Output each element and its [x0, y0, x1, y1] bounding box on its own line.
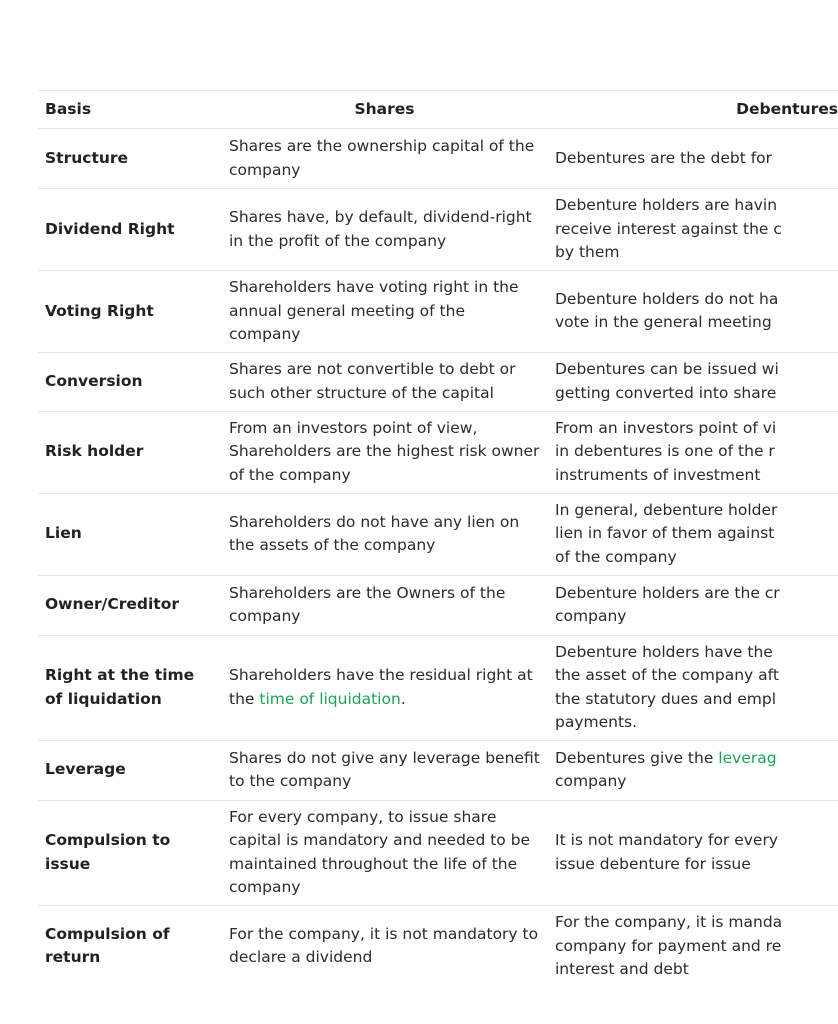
text-line: issue debenture for issue: [555, 854, 751, 873]
text-line: the profit of the company: [248, 231, 447, 250]
table-row: [38, 800, 838, 905]
row-shares: [222, 635, 548, 740]
row-basis: Conversion: [38, 352, 222, 411]
text-line: company: [229, 607, 301, 625]
text-line: For the company, it is not mandatory to: [229, 924, 539, 943]
row-debentures: [548, 575, 838, 635]
row-shares: [222, 271, 548, 353]
comparison-table-container: [38, 90, 838, 987]
text-line: Shareholders have the residual right at the: [229, 666, 533, 708]
text-line: Shares are not convertible to debt or: [229, 360, 516, 378]
text-line: declare a dividend: [229, 948, 373, 967]
text-line: the asset of the company aft: [555, 666, 779, 684]
table-row: [38, 493, 838, 575]
text-line: is mandatory and needed to be: [286, 831, 531, 849]
row-basis: Risk holder: [38, 411, 222, 493]
table-row: [38, 411, 838, 493]
text-line: Shares are the ownership capital of the: [229, 137, 535, 155]
text-line: In general, debenture holder: [555, 500, 778, 519]
row-shares: [222, 352, 548, 411]
text-line: of the company: [555, 547, 677, 566]
text-line: company: [555, 772, 627, 790]
text-line: Shareholders are the highest risk owner: [229, 442, 540, 461]
row-debentures: [548, 411, 838, 493]
table-row: [38, 189, 838, 271]
text-line: company: [555, 607, 627, 625]
text-line: Debentures give the: [555, 748, 719, 767]
text-line: company: [229, 160, 301, 179]
text-line: .: [400, 689, 406, 708]
table-row: [38, 905, 838, 987]
row-basis: Lien: [38, 493, 222, 575]
text-line: payments.: [555, 713, 638, 731]
row-debentures: [548, 905, 838, 987]
row-basis: Leverage: [38, 740, 222, 800]
shares-vs-debentures-table: [38, 90, 838, 987]
text-line: From an investors point of view,: [229, 418, 478, 437]
text-line: For the company, it is manda: [555, 913, 783, 931]
text-line: Shareholders are the Owners of the: [229, 583, 506, 602]
table-row: [38, 129, 838, 189]
table-header-row: [38, 91, 838, 129]
text-line: company: [229, 878, 301, 896]
header-basis: Basis: [38, 91, 222, 129]
row-shares: [222, 740, 548, 800]
header-shares: Shares: [222, 91, 548, 129]
row-basis: Owner/Creditor: [38, 575, 222, 635]
row-debentures: [548, 800, 838, 905]
text-line: in debentures is one of the r: [555, 442, 775, 461]
text-line: From an investors point of vi: [555, 418, 777, 437]
text-line: company for payment and re: [555, 936, 782, 955]
text-line: Debenture holders are the cr: [555, 583, 780, 602]
row-debentures: [548, 493, 838, 575]
row-debentures: [548, 352, 838, 411]
text-line: instruments of investment: [555, 465, 761, 484]
table-row: [38, 740, 838, 800]
row-shares: [222, 493, 548, 575]
table-row: [38, 271, 838, 353]
text-line: lien in favor of them against: [555, 524, 775, 543]
text-line: getting converted into share: [555, 383, 777, 402]
row-shares: [222, 189, 548, 271]
text-line: annual general meeting of the company: [229, 301, 465, 343]
text-line: Shareholders have voting right in the: [229, 278, 519, 296]
row-basis: Compulsion to issue: [38, 800, 222, 905]
text-line: For every company, to issue share capital: [229, 807, 497, 849]
row-basis: Voting Right: [38, 271, 222, 353]
row-debentures: [548, 189, 838, 271]
row-basis: Compulsion of return: [38, 905, 222, 987]
text-line: vote in the general meeting: [555, 313, 772, 332]
text-line: of the company: [229, 465, 351, 484]
text-line: Debentures can be issued wi: [555, 360, 779, 378]
row-shares: [222, 905, 548, 987]
row-basis: Structure: [38, 129, 222, 189]
text-line: Debentures are the debt for: [555, 148, 773, 167]
table-row: [38, 352, 838, 411]
table-row: [38, 635, 838, 740]
leverage-link[interactable]: leverag: [718, 748, 777, 767]
text-line: interest and debt: [555, 960, 689, 978]
text-line: the statutory dues and empl: [555, 689, 777, 708]
text-line: such other structure of the capital: [229, 383, 494, 402]
table-row: [38, 575, 838, 635]
text-line: maintained throughout the life of the: [229, 854, 518, 873]
text-line: Shareholders do not have any lien on the: [229, 512, 520, 554]
text-line: Shares do not give any leverage benefit: [229, 748, 540, 767]
row-shares: [222, 800, 548, 905]
row-shares: [222, 129, 548, 189]
row-basis: Dividend Right: [38, 189, 222, 271]
text-line: Debenture holders have the: [555, 642, 773, 661]
text-line: receive interest against the c: [555, 219, 782, 238]
time-of-liquidation-link[interactable]: time of liquidation: [259, 689, 401, 708]
row-debentures: [548, 271, 838, 353]
text-line: Debenture holders do not ha: [555, 289, 779, 308]
row-shares: [222, 411, 548, 493]
text-line: to the company: [229, 772, 352, 790]
header-debentures: Debentures: [548, 91, 838, 129]
row-debentures: [548, 635, 838, 740]
text-line: by them: [555, 243, 620, 262]
row-debentures: [548, 129, 838, 189]
text-line: assets of the company: [259, 536, 436, 554]
row-debentures: [548, 740, 838, 800]
text-line: It is not mandatory for every: [555, 831, 779, 849]
row-basis: Right at the time of liquidation: [38, 635, 222, 740]
text-line: Shares have, by default, dividend-right in: [229, 208, 532, 250]
text-line: Debenture holders are havin: [555, 196, 778, 215]
row-shares: [222, 575, 548, 635]
